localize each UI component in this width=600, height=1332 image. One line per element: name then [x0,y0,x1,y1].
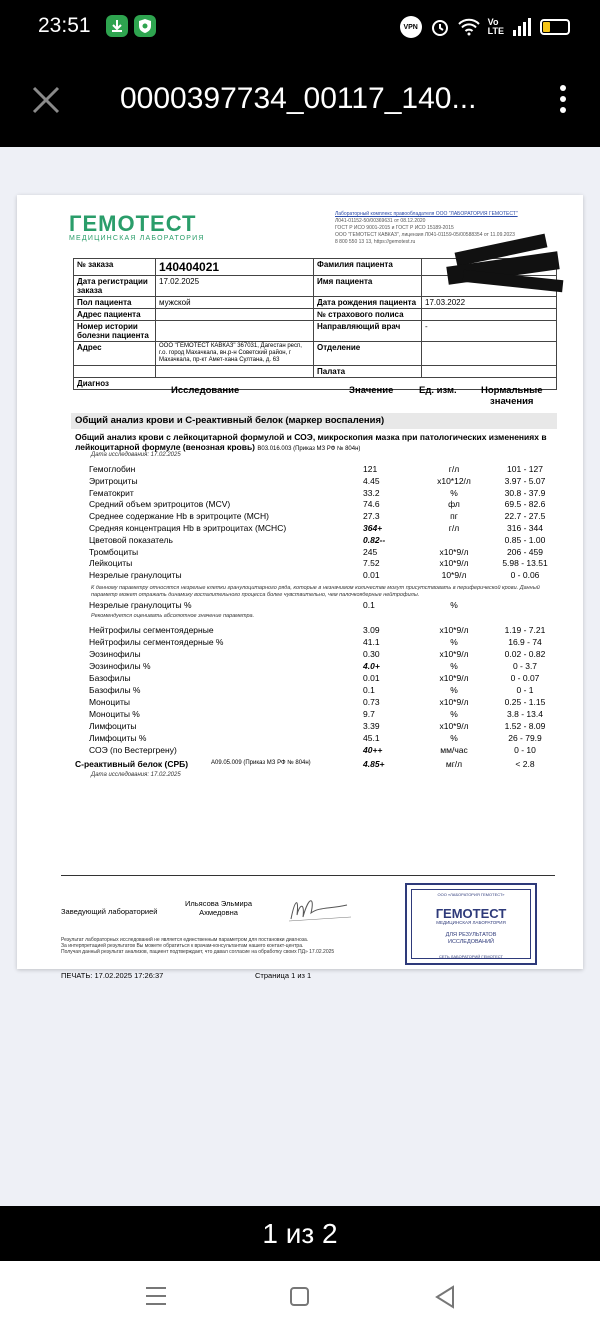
cell-value: 7.52 [363,558,380,569]
cell-unit: x10*9/л [439,625,469,635]
cell-name: Незрелые гранулоциты [89,570,182,581]
cell-value: 45.1 [363,733,380,743]
cell-norm: 0.85 - 1.00 [504,534,546,545]
table-row [89,649,559,660]
cell-name: Средний объем эритроцитов (MCV) [89,499,231,510]
cell-unit: x10*9/л [439,546,469,557]
alarm-icon [430,17,450,37]
table-row [89,476,559,487]
signature-divider [61,875,555,876]
signature-name: Ильясова Эльмира Ахмедовна [185,899,253,917]
cell-name: Лимфоциты % [89,733,147,743]
cell-value: 41.1 [363,637,380,647]
signature-role: Заведующий лабораторией [61,907,158,916]
cell-value: 74.6 [363,499,380,510]
cell-value: 3.09 [363,625,380,635]
cell-value: 364+ [363,523,383,533]
cell-value: 4.0+ [363,661,380,671]
table-row [89,709,559,720]
cell-unit: % [450,733,458,743]
cell-unit: x10*9/л [439,673,469,683]
system-nav-bar [0,1261,600,1332]
cell-norm: 69.5 - 82.6 [504,499,546,510]
study-date: Дата исследования: 17.02.2025 [91,452,181,458]
table-row [89,673,559,684]
cell-name: Нейтрофилы сегментоядерные % [89,637,224,647]
disclaimer: Результат лабораторных исследований не является единственным параметром для постановки диагноза. За интерпретацией результатов Вы можете обратиться к врачам-консультантам нашего контакт-центра. Получая данный результат анализов, пациент подтверждает, что давал согласие на обработку своих ПД» 17.02.2025 [61,937,335,955]
table-row [89,488,559,499]
lte-indicator: Vo LTE [487,17,504,36]
cell-unit: % [450,685,458,695]
signal-icon [512,18,532,36]
note-recommendation: Рекомендуется оценивать абсолютное значение параметра. [91,613,255,619]
nav-menu-icon[interactable] [146,1287,166,1305]
cell-value: 33.2 [363,487,380,498]
table-row: Незрелые гранулоциты % 0.1 % [89,600,458,610]
vpn-icon: VPN [400,16,422,38]
table-row [89,523,559,534]
status-time: 23:51 [38,14,91,37]
table-row [89,661,559,672]
cell-name: Эозинофилы % [89,661,151,671]
cell-name: СОЭ (по Вестергрену) [89,745,177,755]
table-row [89,733,559,744]
cell-name: Эритроциты [89,475,138,486]
subsection-title: Общий анализ крови с лейкоцитарной формулой и СОЭ, микроскопия мазка при патологических изменениях в лейкоцитарной формуле (венозная кровь) B03.016.003 (Приказ МЗ РФ № 804н) [75,432,547,452]
cell-name: Лейкоциты [89,558,133,569]
cell-norm: 0 - 1 [516,685,534,695]
cell-name: Средняя концентрация Hb в эритроцитах (MCHC) [89,523,287,533]
cell-norm: 206 - 459 [507,546,543,557]
lab-header-info: Лабораторный комплекс правообладателя ООО "ЛАБОРАТОРИЯ ГЕМОТЕСТ" Л041-01152-50/00369631 от 08.12.2020 ГОСТ Р ИСО 9001-2015 и ГОСТ Р ИСО 15189-2015 ООО "ГЕМОТЕСТ КАВКАЗ", лицензия Л041-01159-05/00588354 от 11.09.2023 8 800 550 13 13, https://gemotest.ru [335,211,518,245]
cell-value: 121 [363,464,378,474]
study-date-2: Дата исследования: 17.02.2025 [91,772,181,778]
cell-norm: 30.8 - 37.9 [504,487,546,498]
cell-name: Базофилы [89,673,131,683]
table-row [89,558,559,569]
col-header-norm: Нормальные значения [481,385,543,407]
page-number: Страница 1 из 1 [255,971,312,980]
cell-value: 3.39 [363,721,380,731]
cell-norm: 5.98 - 13.51 [502,558,548,569]
cell-name: Гемоглобин [89,464,136,474]
cell-value: 27.3 [363,511,380,522]
nav-back-icon[interactable] [434,1285,456,1309]
cell-unit: x10*9/л [439,558,469,569]
cell-unit: x10*9/л [439,649,469,659]
cell-value: 0.82-- [363,534,386,545]
cell-norm: 0 - 0.07 [510,673,540,683]
cell-name: Гематокрит [89,487,134,498]
print-date: ПЕЧАТЬ: 17.02.2025 17:26:37 [61,971,164,980]
patient-info-table: № заказа 140404021 Фамилия пациента Дата регистрации заказа 17.02.2025 Имя пациента Пол пациента мужской Дата рождения пациента 17.03.2022 Адрес пациента № страхового полиса Номер истории болезни пациента Направляющий врач - Адрес ООО "ГЕМОТЕСТ КАВКАЗ" 367031, Дагестан респ, г.о. город Махачкала, вн.р-н Советский район, г Махачкала, пр-кт Амет-хана Султана, д. 63 Отделение Палата Диагноз [73,258,557,390]
table-row [89,637,559,648]
cell-unit: % [450,709,458,719]
cell-value: 0.01 [363,570,380,581]
table-row [89,511,559,522]
cell-norm: 316 - 344 [507,523,543,533]
cell-value: 0.01 [363,673,380,683]
file-title: 0000397734_00117_140... [120,82,477,115]
cell-norm: 1.19 - 7.21 [504,625,546,635]
cell-unit: пг [450,511,458,522]
cell-unit: x10*9/л [439,721,469,731]
cell-norm: 0.02 - 0.82 [504,649,546,659]
cell-unit: % [450,637,458,647]
cell-norm: 16.9 - 74 [508,637,542,647]
cell-name: Лимфоциты [89,721,137,731]
cell-value: 9.7 [363,709,375,719]
cell-value: 0.1 [363,685,375,695]
shield-icon [134,15,156,37]
wifi-icon [458,18,480,36]
close-icon[interactable] [30,84,62,116]
cell-name: Нейтрофилы сегментоядерные [89,625,214,635]
viewer-title-bar [0,52,600,147]
cell-unit: % [450,661,458,671]
page-counter: 1 из 2 [0,1206,600,1261]
cell-unit: г/л [448,523,460,533]
nav-home-icon[interactable] [290,1287,309,1306]
col-header-study: Исследование [171,385,240,396]
cell-value: 0.30 [363,649,380,659]
lab-stamp: ООО «ЛАБОРАТОРИЯ ГЕМОТЕСТ» ГЕМОТЕСТ МЕДИЦИНСКАЯ ЛАБОРАТОРИЯ ДЛЯ РЕЗУЛЬТАТОВ ИССЛЕДОВАНИЙ СЕТЬ ЛАБОРАТОРИЙ ГЕМОТЕСТ [405,883,537,965]
cell-norm: 26 - 79.9 [508,733,542,743]
table-row [89,721,559,732]
cell-unit: x10*12/л [437,475,471,486]
cell-norm: 101 - 127 [507,464,543,474]
section-title: Общий анализ крови и С-реактивный белок (маркер воспаления) [71,413,557,429]
cell-value: 40++ [363,745,383,755]
more-vert-icon[interactable] [553,85,573,117]
cell-unit: 10*9/л [441,570,467,581]
cell-norm: 3.8 - 13.4 [507,709,543,719]
cell-name: Базофилы % [89,685,141,695]
cell-norm: 0 - 10 [514,745,536,755]
status-bar [0,0,600,52]
cell-norm: 0 - 0.06 [510,570,540,581]
cell-name: Тромбоциты [89,546,139,557]
table-row-crp: С-реактивный белок (СРБ) A09.05.009 (Приказ МЗ РФ № 804н) 4.85+ мг/л < 2.8 [75,759,535,769]
cell-norm: 1.52 - 8.09 [504,721,546,731]
document-viewer[interactable] [0,147,600,1206]
cell-norm: 0 - 3.7 [512,661,538,671]
document-page [17,195,583,980]
cell-norm: 0.25 - 1.15 [504,697,546,707]
cell-norm: 22.7 - 27.5 [504,511,546,522]
cell-value: 245 [363,546,378,557]
table-row [89,499,559,510]
lab-logo: ГЕМОТЕСТ МЕДИЦИНСКАЯ ЛАБОРАТОРИЯ [69,211,205,242]
cell-unit: x10*9/л [439,697,469,707]
cell-name: Эозинофилы [89,649,141,659]
col-header-unit: Ед. изм. [419,385,457,396]
download-icon [106,15,128,37]
cell-norm: 3.97 - 5.07 [504,475,546,486]
cell-name: Цветовой показатель [89,534,173,545]
table-row [89,625,559,636]
cell-unit: мм/час [440,745,468,755]
table-row [89,745,559,756]
table-row [89,685,559,696]
battery-icon [540,19,570,35]
cell-name: Среднее содержание Hb в эритроците (MCH) [89,511,269,522]
cell-value: 0.73 [363,697,380,707]
cell-name: Моноциты % [89,709,140,719]
table-row [89,464,559,475]
note-immature-granulocytes: К данному параметру относятся незрелые клетки гранулоцитарного ряда, которые в незначимом количестве могут присутствовать в периферической крови. Данный параметр может отражать динамику воспалительного процесса более чувствительно, чем палочкоядерные нейтрофилы. [91,585,540,598]
cell-name: Моноциты [89,697,130,707]
table-row [89,697,559,708]
signature-image [285,891,355,927]
cell-value: 4.45 [363,475,380,486]
cell-unit: г/л [448,464,460,474]
table-row [89,547,559,558]
cell-unit: % [450,487,458,498]
table-row [89,570,559,581]
table-row [89,535,559,546]
cell-unit: фл [448,499,460,510]
col-header-value: Значение [349,385,394,396]
